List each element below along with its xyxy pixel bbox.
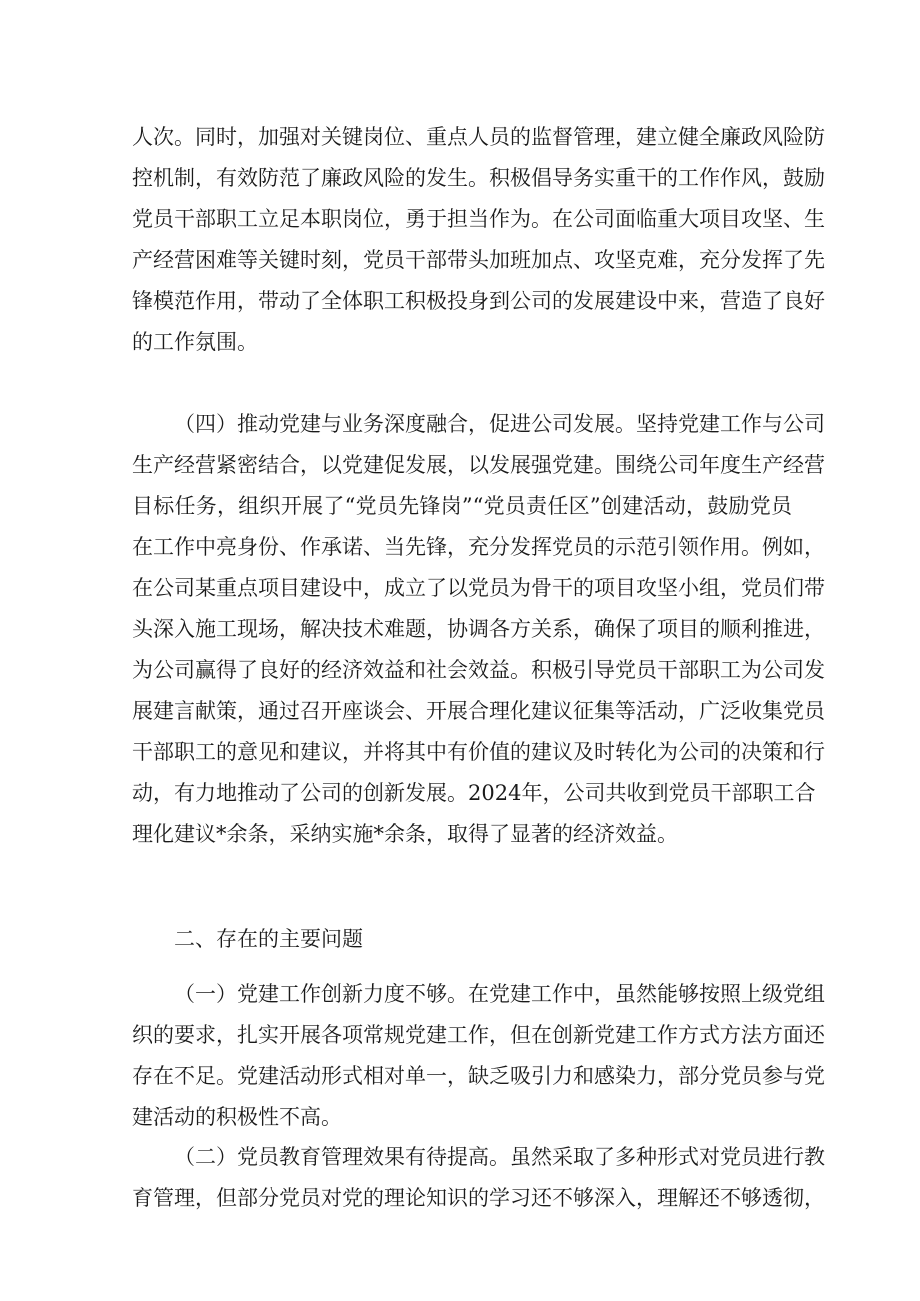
text-line: 的工作氛围。 <box>132 330 258 354</box>
text-line: 建活动的积极性不高。 <box>132 1105 342 1129</box>
text-line: 存在不足。党建活动形式相对单一，缺乏吸引力和感染力，部分党员参与党 <box>132 1064 825 1088</box>
text-line: 织的要求，扎实开展各项常规党建工作，但在创新党建工作方式方法方面还 <box>132 1023 825 1047</box>
text-line: 在公司某重点项目建设中，成立了以党员为骨干的项目攻坚小组，党员们带 <box>132 576 825 600</box>
text-line: 人次。同时，加强对关键岗位、重点人员的监督管理，建立健全廉政风险防 <box>132 125 825 149</box>
text-line: 生产经营紧密结合，以党建促发展，以发展强党建。围绕公司年度生产经营 <box>132 453 825 477</box>
text-line: 党员干部职工立足本职岗位，勇于担当作为。在公司面临重大项目攻坚、生 <box>132 207 825 231</box>
text-line: 在工作中亮身份、作承诺、当先锋，充分发挥党员的示范引领作用。例如， <box>132 535 825 559</box>
text-line: 为公司赢得了良好的经济效益和社会效益。积极引导党员干部职工为公司发 <box>132 658 825 682</box>
text-line: 展建言献策，通过召开座谈会、开展合理化建议征集等活动，广泛收集党员 <box>132 699 825 723</box>
text-line: （一）党建工作创新力度不够。在党建工作中，虽然能够按照上级党组 <box>174 982 825 1006</box>
section-heading <box>132 919 792 960</box>
text-line: 干部职工的意见和建议，并将其中有价值的建议及时转化为公司的决策和行 <box>132 740 825 764</box>
text-line: 控机制，有效防范了廉政风险的发生。积极倡导务实重干的工作作风，鼓励 <box>132 166 825 190</box>
paragraph-section-four <box>132 404 825 855</box>
heading-text: 二、存在的主要问题 <box>174 927 363 951</box>
text-line: （二）党员教育管理效果有待提高。虽然采取了多种形式对党员进行教 <box>174 1145 825 1169</box>
paragraph-problem-two <box>132 1137 825 1219</box>
text-line: 产经营困难等关键时刻，党员干部带头加班加点、攻坚克难，充分发挥了先 <box>132 248 825 272</box>
text-line: 目标任务，组织开展了“党员先锋岗”“党员责任区”创建活动，鼓励党员 <box>132 494 792 518</box>
text-line: 动，有力地推动了公司的创新发展。2024年，公司共收到党员干部职工合 <box>132 781 816 805</box>
paragraph-continuation <box>132 117 825 363</box>
text-line: 理化建议*余条，采纳实施*余条，取得了显著的经济效益。 <box>132 822 678 846</box>
text-line: （四）推动党建与业务深度融合，促进公司发展。坚持党建工作与公司 <box>174 412 825 436</box>
text-line: 锋模范作用，带动了全体职工积极投身到公司的发展建设中来，营造了良好 <box>132 289 825 313</box>
paragraph-problem-one <box>132 974 825 1138</box>
text-line: 育管理，但部分党员对党的理论知识的学习还不够深入，理解还不够透彻， <box>132 1186 825 1210</box>
text-line: 头深入施工现场，解决技术难题，协调各方关系，确保了项目的顺利推进， <box>132 617 825 641</box>
